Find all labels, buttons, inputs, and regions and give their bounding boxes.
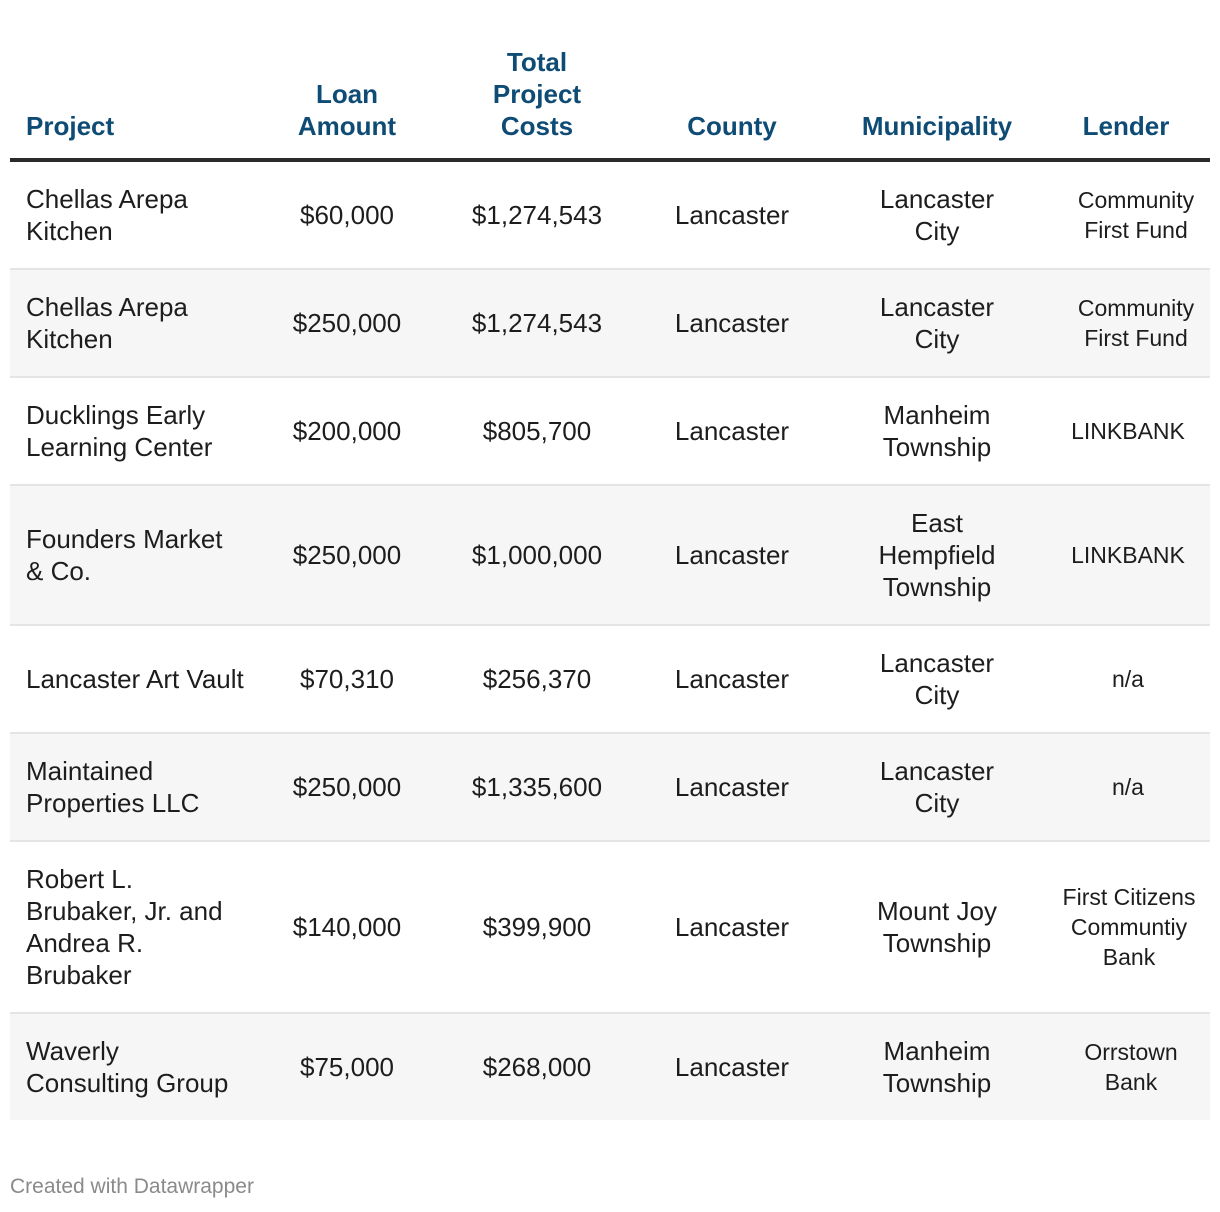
cell-project: Chellas Arepa Kitchen (10, 160, 252, 269)
cell-total-project-costs: $1,000,000 (442, 485, 632, 625)
header-loan-amount[interactable]: Loan Amount (252, 0, 442, 160)
cell-project: Lancaster Art Vault (10, 625, 252, 733)
cell-lender: LINKBANK (1042, 377, 1210, 485)
cell-lender: Orrstown Bank (1042, 1013, 1210, 1120)
table-row (10, 269, 1210, 377)
cell-municipality: Lancaster City (832, 269, 1042, 377)
cell-municipality: Lancaster City (832, 625, 1042, 733)
cell-total-project-costs: $268,000 (442, 1013, 632, 1120)
table-header-row (10, 0, 1210, 160)
cell-loan-amount: $60,000 (252, 160, 442, 269)
cell-total-project-costs: $1,335,600 (442, 733, 632, 841)
cell-county: Lancaster (632, 377, 832, 485)
cell-total-project-costs: $256,370 (442, 625, 632, 733)
header-municipality[interactable]: Municipality (832, 0, 1042, 160)
table-row (10, 733, 1210, 841)
cell-lender: LINKBANK (1042, 485, 1210, 625)
cell-loan-amount: $250,000 (252, 485, 442, 625)
header-county[interactable]: County (632, 0, 832, 160)
header-total-project-costs[interactable]: Total Project Costs (442, 0, 632, 160)
table-row (10, 841, 1210, 1013)
cell-project: Robert L. Brubaker, Jr. and Andrea R. Brubaker (10, 841, 252, 1013)
cell-loan-amount: $75,000 (252, 1013, 442, 1120)
cell-municipality: Manheim Township (832, 1013, 1042, 1120)
cell-loan-amount: $140,000 (252, 841, 442, 1013)
table-row (10, 485, 1210, 625)
cell-loan-amount: $250,000 (252, 733, 442, 841)
cell-total-project-costs: $1,274,543 (442, 160, 632, 269)
cell-loan-amount: $200,000 (252, 377, 442, 485)
cell-lender: n/a (1042, 733, 1210, 841)
cell-county: Lancaster (632, 1013, 832, 1120)
header-lender[interactable]: Lender (1042, 0, 1210, 160)
cell-project: Maintained Properties LLC (10, 733, 252, 841)
cell-loan-amount: $70,310 (252, 625, 442, 733)
cell-county: Lancaster (632, 625, 832, 733)
cell-county: Lancaster (632, 485, 832, 625)
cell-project: Founders Market & Co. (10, 485, 252, 625)
cell-project: Waverly Consulting Group (10, 1013, 252, 1120)
cell-lender: Community First Fund (1042, 269, 1210, 377)
cell-municipality: Lancaster City (832, 733, 1042, 841)
header-project[interactable]: Project (10, 0, 252, 160)
cell-county: Lancaster (632, 160, 832, 269)
cell-loan-amount: $250,000 (252, 269, 442, 377)
cell-county: Lancaster (632, 733, 832, 841)
cell-municipality: Mount Joy Township (832, 841, 1042, 1013)
cell-county: Lancaster (632, 841, 832, 1013)
cell-municipality: Lancaster City (832, 160, 1042, 269)
cell-county: Lancaster (632, 269, 832, 377)
table-row (10, 377, 1210, 485)
table-row (10, 625, 1210, 733)
cell-total-project-costs: $1,274,543 (442, 269, 632, 377)
table-row (10, 160, 1210, 269)
loans-table-container (10, 0, 1210, 1120)
cell-municipality: Manheim Township (832, 377, 1042, 485)
datawrapper-credit[interactable]: Created with Datawrapper (10, 1175, 254, 1198)
loans-table (10, 0, 1210, 1120)
cell-lender: First Citizens Communtiy Bank (1042, 841, 1210, 1013)
table-row (10, 1013, 1210, 1120)
cell-total-project-costs: $399,900 (442, 841, 632, 1013)
cell-project: Ducklings Early Learning Center (10, 377, 252, 485)
cell-municipality: East Hempfield Township (832, 485, 1042, 625)
cell-lender: n/a (1042, 625, 1210, 733)
cell-total-project-costs: $805,700 (442, 377, 632, 485)
cell-project: Chellas Arepa Kitchen (10, 269, 252, 377)
cell-lender: Community First Fund (1042, 160, 1210, 269)
